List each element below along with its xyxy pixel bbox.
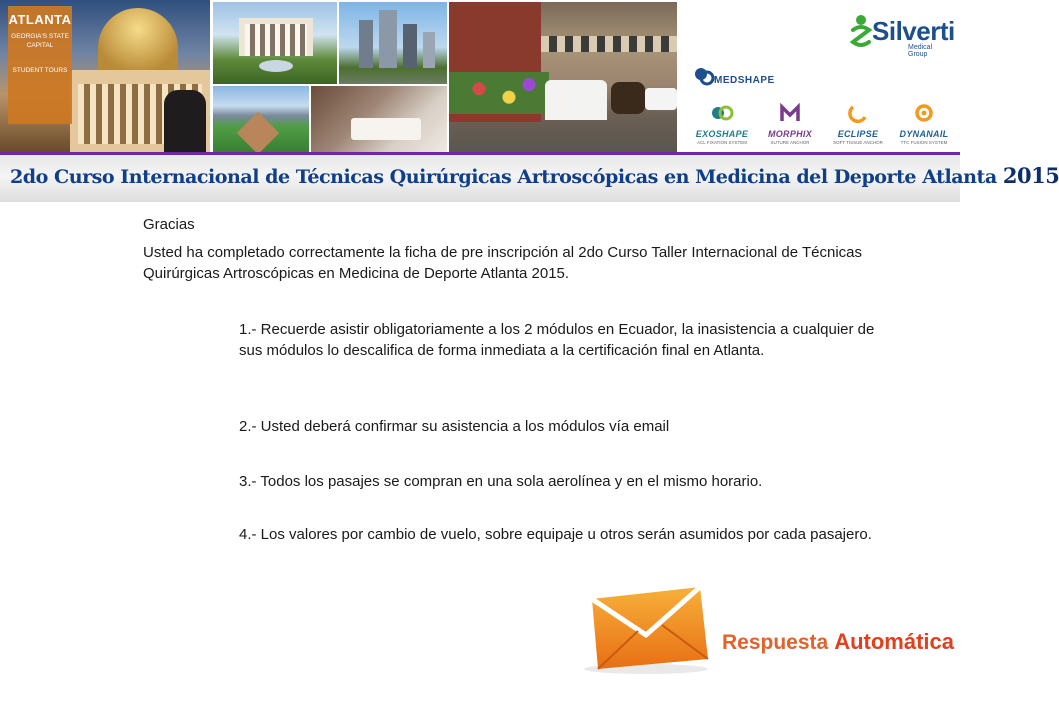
course-title-band xyxy=(0,152,1059,202)
atlanta-badge xyxy=(8,6,72,124)
morphix-mark-icon xyxy=(779,104,801,122)
silverti-name: Silverti xyxy=(872,16,955,46)
atlanta-capitol-photo xyxy=(0,0,210,152)
instruction-item-1: 1.- Recuerde asistir obligatoriamente a los 2 módulos en Ecuador, la inasistencia a cualquier de sus módulos lo descalifica de forma inmediata a la certificación final en Atlanta. xyxy=(239,321,875,359)
auto-reply-word-2: Automática xyxy=(834,629,955,654)
eclipse-logo xyxy=(828,104,888,144)
course-title-text: 2do Curso Internacional de Técnicas Quirúrgicas Artroscópicas en Medicina del Deporte Atlanta xyxy=(10,165,997,188)
exoshape-sub: ACL FIXATION SYSTEM xyxy=(696,140,747,145)
dynanail-sub: TTC FUSION SYSTEM xyxy=(900,140,948,145)
course-title-year: 2015 xyxy=(1002,163,1059,188)
morphix-name: MORPHIX xyxy=(767,129,813,139)
dynanail-name: DYNANAIL xyxy=(899,129,949,139)
eclipse-name: ECLIPSE xyxy=(837,129,879,139)
eclipse-mark-icon xyxy=(847,104,869,122)
city-skyline-photo xyxy=(339,2,447,84)
silverti-mark-icon xyxy=(850,14,872,50)
medshape-mark-icon xyxy=(694,64,714,88)
mansion-fountain-photo xyxy=(213,2,337,84)
instruction-item-3: 3.- Todos los pasajes se compran en una sola aerolínea y en el mismo horario. xyxy=(239,473,763,490)
morphix-logo xyxy=(760,104,820,144)
envelope-icon xyxy=(576,585,716,675)
exoshape-name: EXOSHAPE xyxy=(695,129,749,139)
auto-reply-label xyxy=(722,629,954,655)
atlanta-badge-subtitle: GEORGIA'S STATE CAPITAL xyxy=(11,33,69,49)
dynanail-mark-icon xyxy=(913,104,935,122)
medshape-name: MEDSHAPE xyxy=(714,75,775,86)
atlanta-badge-title: ATLANTA xyxy=(8,12,72,27)
baseball-stadium-photo xyxy=(213,86,309,152)
dynanail-logo xyxy=(894,104,954,144)
medshape-logo xyxy=(694,64,784,90)
silverti-logo xyxy=(850,14,955,60)
auto-reply-banner xyxy=(576,585,955,675)
silverti-sub: Medical Group xyxy=(908,44,933,58)
instruction-item-2: 2.- Usted deberá confirmar su asistencia a los módulos vía email xyxy=(239,418,670,435)
instruction-item-4: 4.- Los valores por cambio de vuelo, sobre equipaje u otros serán asumidos por cada pasajero. xyxy=(239,526,872,543)
exoshape-mark-icon xyxy=(711,104,733,122)
eclipse-sub: SOFT TISSUE ANCHOR xyxy=(833,140,883,145)
header-banner xyxy=(0,0,960,152)
intro-paragraph: Usted ha completado correctamente la ficha de pre inscripción al 2do Curso Taller Internacional de Técnicas Quirúrgicas Artroscópicas en Medicina de Deporte Atlanta 2015. xyxy=(143,244,863,282)
street-carriage-photo xyxy=(449,2,677,152)
morphix-sub: SUTURE ANCHOR xyxy=(770,140,810,145)
hotel-room-photo xyxy=(311,86,447,152)
exoshape-logo xyxy=(692,104,752,144)
course-title xyxy=(10,163,1059,188)
greeting-text: Gracias xyxy=(143,216,195,233)
atlanta-badge-tagline: STUDENT TOURS xyxy=(12,67,68,74)
auto-reply-word-1: Respuesta xyxy=(722,631,829,654)
